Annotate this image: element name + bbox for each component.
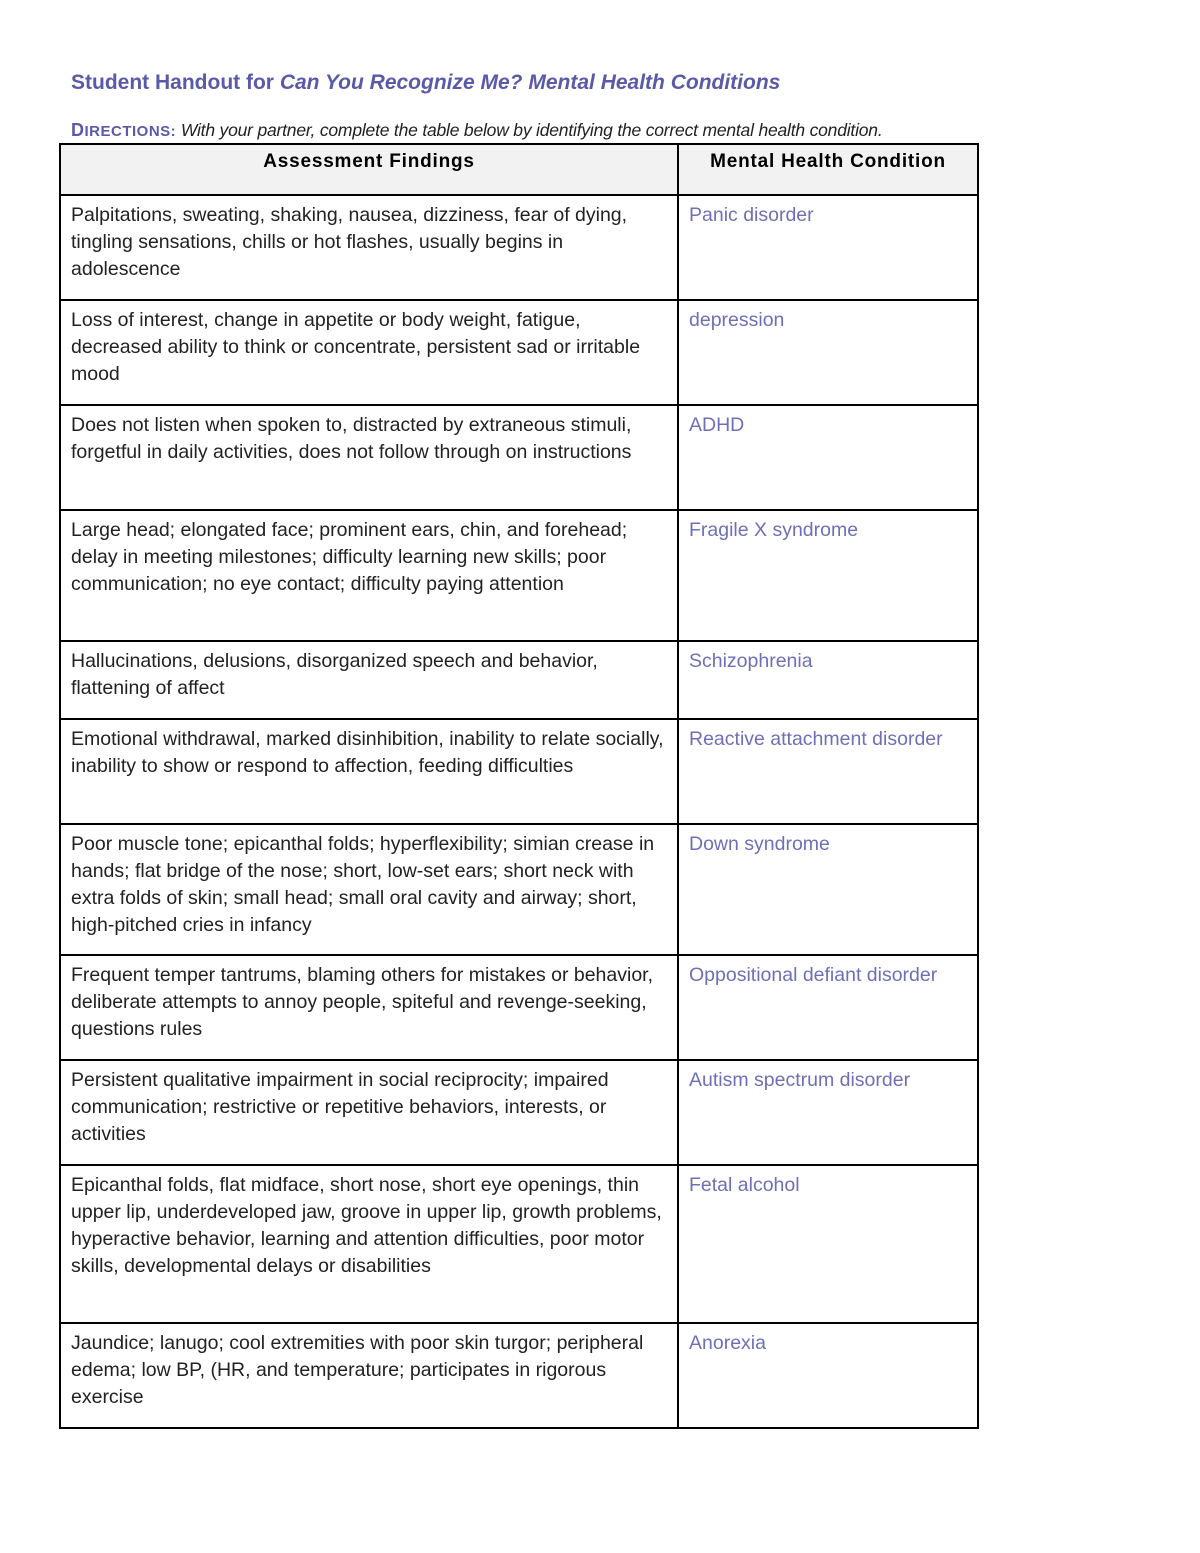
finding-cell [60,1060,678,1165]
table-row [60,1060,978,1165]
finding-cell [60,641,678,719]
finding-text: Emotional withdrawal, marked disinhibition, inability to relate socially, inability to show or respond to affection, feeding difficulties [71,728,664,777]
finding-text: Large head; elongated face; prominent ears, chin, and forehead; delay in meeting milestones; difficulty learning new skills; poor communication; no eye contact; difficulty paying attention [71,519,628,595]
table-row [60,1323,978,1428]
condition-answer[interactable]: Anorexia [689,1332,766,1354]
directions [71,120,883,141]
table-header-row [60,144,978,195]
condition-answer[interactable]: Panic disorder [689,204,814,226]
condition-answer[interactable]: Reactive attachment disorder [689,728,943,750]
title-emphasis: Can You Recognize Me? Mental Health Conditions [279,71,781,94]
directions-text: With your partner, complete the table below by identifying the correct mental health condition. [176,120,883,140]
finding-cell [60,405,678,510]
finding-cell [60,824,678,955]
column-header-condition-label: Mental Health Condition [710,151,946,172]
finding-text: Poor muscle tone; epicanthal folds; hyperflexibility; simian crease in hands; flat bridge of the nose; short, low-set ears; short neck with extra folds of skin; small head; small oral cavity and airway; short, high-pitched cries in infancy [71,833,655,936]
finding-cell [60,300,678,405]
finding-text: Epicanthal folds, flat midface, short nose, short eye openings, thin upper lip, underdeveloped jaw, groove in upper lip, growth problems, hyperactive behavior, learning and attention difficulties, poor motor skills, developmental delays or disabilities [71,1174,662,1277]
column-header-findings [60,144,678,195]
condition-cell[interactable] [678,195,978,300]
condition-cell[interactable] [678,1060,978,1165]
table-row [60,195,978,300]
finding-text: Palpitations, sweating, shaking, nausea, dizziness, fear of dying, tingling sensations, chills or hot flashes, usually begins in adolescence [71,204,628,280]
finding-text: Loss of interest, change in appetite or body weight, fatigue, decreased ability to think or concentrate, persistent sad or irritable mood [71,309,641,385]
condition-answer[interactable]: Autism spectrum disorder [689,1069,911,1091]
finding-text: Persistent qualitative impairment in social reciprocity; impaired communication; restrictive or repetitive behaviors, interests, or activities [71,1069,609,1145]
condition-answer[interactable]: Fetal alcohol [689,1174,800,1196]
finding-text: Does not listen when spoken to, distracted by extraneous stimuli, forgetful in daily activities, does not follow through on instructions [71,414,632,463]
directions-label [71,120,177,140]
finding-cell [60,1323,678,1428]
finding-cell [60,195,678,300]
directions-label-initial: D [71,120,85,140]
condition-cell[interactable] [678,955,978,1060]
table-row [60,510,978,641]
condition-cell[interactable] [678,719,978,824]
table-row [60,1165,978,1323]
condition-cell[interactable] [678,824,978,955]
column-header-findings-label: Assessment Findings [263,151,475,172]
table-row [60,824,978,955]
finding-text: Hallucinations, delusions, disorganized speech and behavior, flattening of affect [71,650,598,699]
table-row [60,955,978,1060]
condition-answer[interactable]: Oppositional defiant disorder [689,964,938,986]
finding-cell [60,719,678,824]
finding-text: Jaundice; lanugo; cool extremities with poor skin turgor; peripheral edema; low BP, (HR, and temperature; participates in rigorous exercise [71,1332,644,1408]
condition-answer[interactable]: depression [689,309,785,331]
finding-cell [60,510,678,641]
condition-cell[interactable] [678,405,978,510]
title-prefix: Student Handout for [71,71,280,94]
conditions-table [59,143,979,1429]
table-row [60,719,978,824]
condition-answer[interactable]: Down syndrome [689,833,830,855]
condition-cell[interactable] [678,510,978,641]
condition-cell[interactable] [678,1323,978,1428]
finding-cell [60,1165,678,1323]
page-title [71,71,780,95]
table-row [60,300,978,405]
condition-cell[interactable] [678,1165,978,1323]
table-row [60,641,978,719]
finding-cell [60,955,678,1060]
condition-cell[interactable] [678,300,978,405]
condition-cell[interactable] [678,641,978,719]
column-header-condition [678,144,978,195]
condition-answer[interactable]: ADHD [689,414,745,436]
directions-label-rest: IRECTIONS: [84,123,177,140]
table-row [60,405,978,510]
condition-answer[interactable]: Fragile X syndrome [689,519,859,541]
condition-answer[interactable]: Schizophrenia [689,650,813,672]
finding-text: Frequent temper tantrums, blaming others for mistakes or behavior, deliberate attempts to annoy people, spiteful and revenge-seeking, questions rules [71,964,654,1040]
